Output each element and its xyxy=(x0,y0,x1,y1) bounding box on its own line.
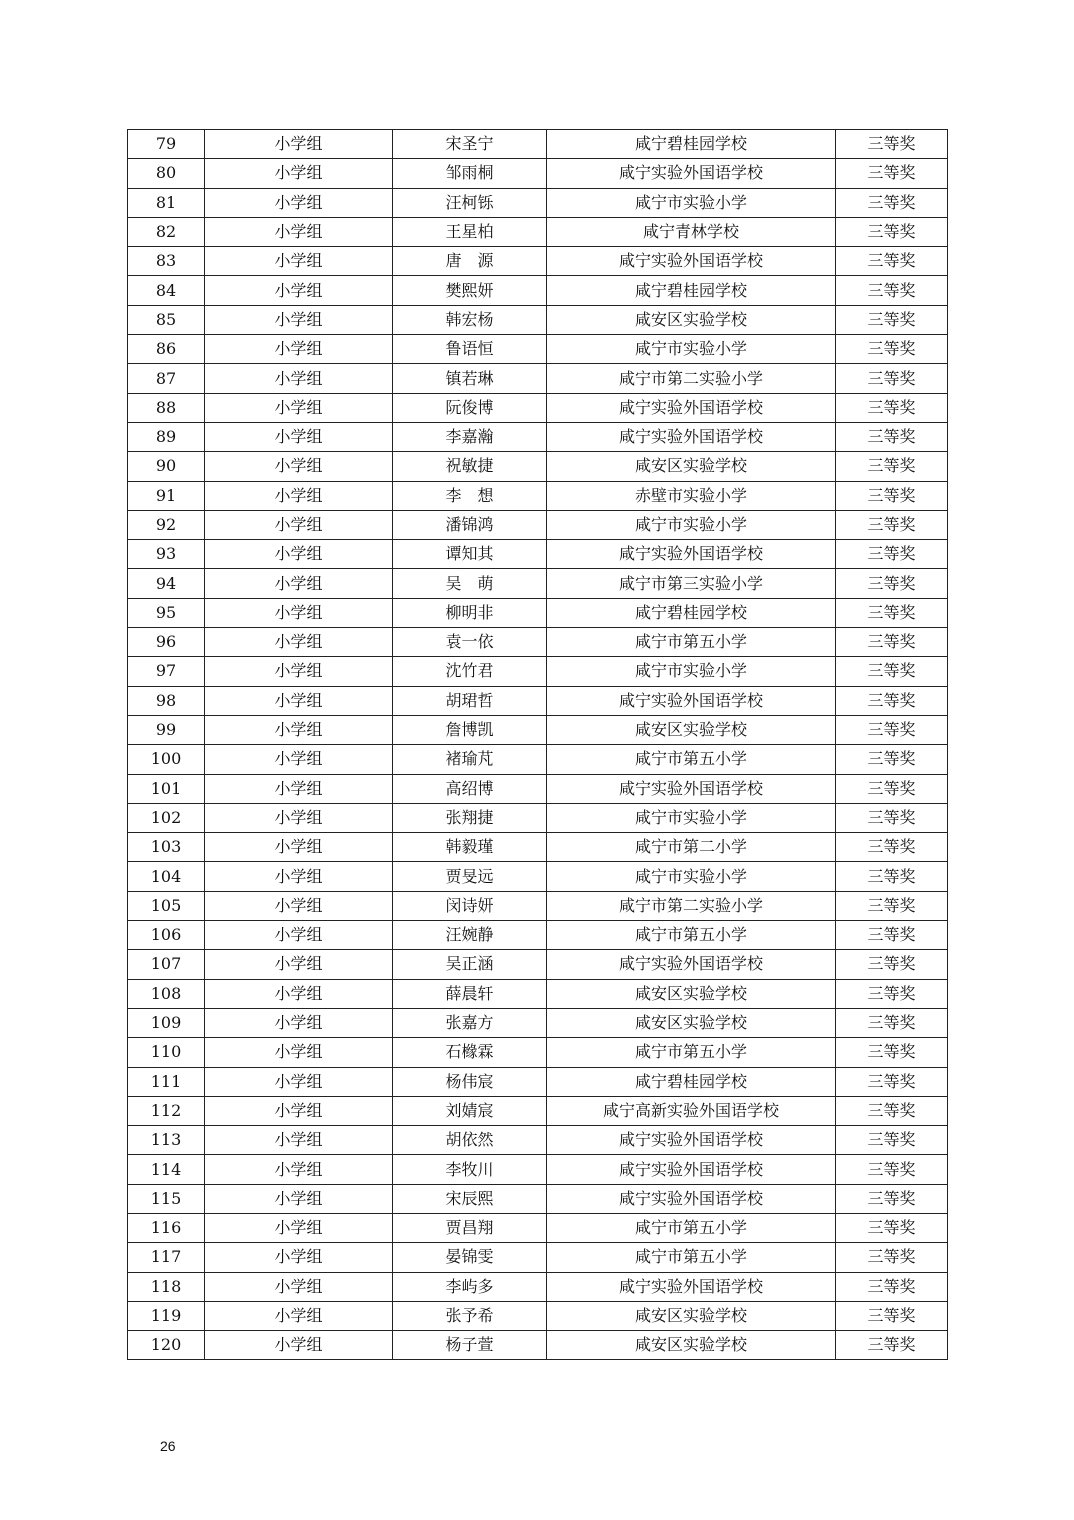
table-row xyxy=(128,247,948,276)
cell-name: 张嘉方 xyxy=(393,1008,547,1037)
cell-number: 109 xyxy=(128,1008,205,1037)
table-row xyxy=(128,803,948,832)
cell-number: 83 xyxy=(128,247,205,276)
cell-group: 小学组 xyxy=(205,159,393,188)
cell-award: 三等奖 xyxy=(836,1213,948,1242)
cell-name: 韩宏杨 xyxy=(393,305,547,334)
cell-school: 咸宁实验外国语学校 xyxy=(547,159,836,188)
cell-name: 谭知其 xyxy=(393,540,547,569)
cell-number: 108 xyxy=(128,979,205,1008)
table-row xyxy=(128,950,948,979)
cell-award: 三等奖 xyxy=(836,481,948,510)
table-row xyxy=(128,1067,948,1096)
cell-group: 小学组 xyxy=(205,774,393,803)
table-row xyxy=(128,891,948,920)
table-row xyxy=(128,393,948,422)
cell-school: 咸宁市第三实验小学 xyxy=(547,569,836,598)
table-row xyxy=(128,452,948,481)
cell-group: 小学组 xyxy=(205,1038,393,1067)
cell-name: 阮俊博 xyxy=(393,393,547,422)
cell-group: 小学组 xyxy=(205,1155,393,1184)
cell-name: 沈竹君 xyxy=(393,657,547,686)
table-row xyxy=(128,1038,948,1067)
cell-award: 三等奖 xyxy=(836,1067,948,1096)
cell-name: 胡依然 xyxy=(393,1126,547,1155)
cell-number: 111 xyxy=(128,1067,205,1096)
cell-school: 咸安区实验学校 xyxy=(547,305,836,334)
cell-school: 咸宁市第五小学 xyxy=(547,745,836,774)
cell-name: 薛晨轩 xyxy=(393,979,547,1008)
cell-group: 小学组 xyxy=(205,305,393,334)
cell-number: 80 xyxy=(128,159,205,188)
cell-group: 小学组 xyxy=(205,569,393,598)
table-row xyxy=(128,335,948,364)
cell-award: 三等奖 xyxy=(836,1272,948,1301)
cell-number: 100 xyxy=(128,745,205,774)
table-row xyxy=(128,862,948,891)
table-row xyxy=(128,217,948,246)
table-row xyxy=(128,1008,948,1037)
cell-group: 小学组 xyxy=(205,1272,393,1301)
cell-award: 三等奖 xyxy=(836,833,948,862)
cell-name: 柳明非 xyxy=(393,598,547,627)
cell-number: 115 xyxy=(128,1184,205,1213)
cell-name: 汪婉静 xyxy=(393,921,547,950)
cell-award: 三等奖 xyxy=(836,452,948,481)
cell-group: 小学组 xyxy=(205,1243,393,1272)
cell-name: 贾昌翔 xyxy=(393,1213,547,1242)
cell-school: 咸安区实验学校 xyxy=(547,452,836,481)
cell-group: 小学组 xyxy=(205,598,393,627)
cell-name: 潘锦鸿 xyxy=(393,510,547,539)
cell-number: 96 xyxy=(128,628,205,657)
cell-number: 79 xyxy=(128,130,205,159)
cell-school: 咸宁实验外国语学校 xyxy=(547,1184,836,1213)
cell-award: 三等奖 xyxy=(836,950,948,979)
table-row xyxy=(128,188,948,217)
cell-group: 小学组 xyxy=(205,921,393,950)
cell-school: 咸宁市实验小学 xyxy=(547,803,836,832)
cell-school: 咸宁高新实验外国语学校 xyxy=(547,1096,836,1125)
table-row xyxy=(128,510,948,539)
cell-group: 小学组 xyxy=(205,745,393,774)
cell-award: 三等奖 xyxy=(836,891,948,920)
cell-school: 咸安区实验学校 xyxy=(547,979,836,1008)
table-row xyxy=(128,921,948,950)
cell-name: 韩毅瑾 xyxy=(393,833,547,862)
table-row xyxy=(128,745,948,774)
cell-award: 三等奖 xyxy=(836,745,948,774)
cell-award: 三等奖 xyxy=(836,803,948,832)
cell-school: 咸宁市第二实验小学 xyxy=(547,364,836,393)
cell-number: 117 xyxy=(128,1243,205,1272)
cell-school: 咸宁市实验小学 xyxy=(547,335,836,364)
cell-name: 宋辰熙 xyxy=(393,1184,547,1213)
cell-school: 咸安区实验学校 xyxy=(547,1008,836,1037)
cell-name: 汪柯铄 xyxy=(393,188,547,217)
table-row xyxy=(128,540,948,569)
cell-group: 小学组 xyxy=(205,803,393,832)
cell-school: 咸宁实验外国语学校 xyxy=(547,540,836,569)
cell-school: 咸宁市第五小学 xyxy=(547,921,836,950)
cell-name: 胡珺哲 xyxy=(393,686,547,715)
cell-name: 晏锦雯 xyxy=(393,1243,547,1272)
cell-name: 袁一依 xyxy=(393,628,547,657)
cell-number: 112 xyxy=(128,1096,205,1125)
cell-school: 咸宁实验外国语学校 xyxy=(547,1272,836,1301)
cell-award: 三等奖 xyxy=(836,569,948,598)
cell-name: 宋圣宁 xyxy=(393,130,547,159)
cell-group: 小学组 xyxy=(205,1301,393,1330)
cell-award: 三等奖 xyxy=(836,979,948,1008)
cell-number: 110 xyxy=(128,1038,205,1067)
cell-group: 小学组 xyxy=(205,979,393,1008)
cell-school: 咸宁实验外国语学校 xyxy=(547,1155,836,1184)
cell-name: 石橼霖 xyxy=(393,1038,547,1067)
page-number: 26 xyxy=(160,1438,176,1454)
cell-group: 小学组 xyxy=(205,628,393,657)
cell-award: 三等奖 xyxy=(836,657,948,686)
table-row xyxy=(128,1272,948,1301)
cell-school: 咸宁市实验小学 xyxy=(547,510,836,539)
table-row xyxy=(128,276,948,305)
cell-school: 赤壁市实验小学 xyxy=(547,481,836,510)
cell-award: 三等奖 xyxy=(836,598,948,627)
cell-name: 杨伟宸 xyxy=(393,1067,547,1096)
cell-name: 王星柏 xyxy=(393,217,547,246)
table-row xyxy=(128,305,948,334)
cell-school: 咸宁碧桂园学校 xyxy=(547,276,836,305)
cell-group: 小学组 xyxy=(205,217,393,246)
cell-award: 三等奖 xyxy=(836,1096,948,1125)
cell-number: 93 xyxy=(128,540,205,569)
cell-name: 褚瑜芃 xyxy=(393,745,547,774)
table-row xyxy=(128,598,948,627)
cell-name: 李牧川 xyxy=(393,1155,547,1184)
cell-group: 小学组 xyxy=(205,540,393,569)
cell-group: 小学组 xyxy=(205,950,393,979)
cell-group: 小学组 xyxy=(205,686,393,715)
cell-number: 116 xyxy=(128,1213,205,1242)
table-row xyxy=(128,715,948,744)
cell-name: 镇若琳 xyxy=(393,364,547,393)
cell-group: 小学组 xyxy=(205,715,393,744)
cell-group: 小学组 xyxy=(205,1184,393,1213)
cell-school: 咸宁市实验小学 xyxy=(547,862,836,891)
cell-award: 三等奖 xyxy=(836,188,948,217)
cell-award: 三等奖 xyxy=(836,305,948,334)
cell-school: 咸宁实验外国语学校 xyxy=(547,774,836,803)
cell-award: 三等奖 xyxy=(836,1155,948,1184)
cell-number: 102 xyxy=(128,803,205,832)
cell-name: 杨子萱 xyxy=(393,1331,547,1360)
cell-group: 小学组 xyxy=(205,188,393,217)
cell-number: 119 xyxy=(128,1301,205,1330)
cell-award: 三等奖 xyxy=(836,1331,948,1360)
cell-group: 小学组 xyxy=(205,862,393,891)
cell-award: 三等奖 xyxy=(836,276,948,305)
cell-award: 三等奖 xyxy=(836,247,948,276)
table-row xyxy=(128,1243,948,1272)
cell-number: 89 xyxy=(128,422,205,451)
cell-number: 103 xyxy=(128,833,205,862)
cell-name: 邹雨桐 xyxy=(393,159,547,188)
cell-number: 104 xyxy=(128,862,205,891)
cell-award: 三等奖 xyxy=(836,628,948,657)
cell-group: 小学组 xyxy=(205,891,393,920)
cell-award: 三等奖 xyxy=(836,686,948,715)
cell-group: 小学组 xyxy=(205,1067,393,1096)
table-row xyxy=(128,1096,948,1125)
table-row xyxy=(128,657,948,686)
cell-award: 三等奖 xyxy=(836,422,948,451)
table-row xyxy=(128,1301,948,1330)
cell-name: 李嘉瀚 xyxy=(393,422,547,451)
cell-award: 三等奖 xyxy=(836,540,948,569)
cell-name: 祝敏捷 xyxy=(393,452,547,481)
cell-number: 86 xyxy=(128,335,205,364)
cell-number: 120 xyxy=(128,1331,205,1360)
cell-number: 92 xyxy=(128,510,205,539)
cell-group: 小学组 xyxy=(205,1126,393,1155)
cell-award: 三等奖 xyxy=(836,1038,948,1067)
cell-school: 咸宁市第二小学 xyxy=(547,833,836,862)
cell-award: 三等奖 xyxy=(836,1301,948,1330)
table-row xyxy=(128,1184,948,1213)
cell-school: 咸宁实验外国语学校 xyxy=(547,1126,836,1155)
cell-name: 吴 萌 xyxy=(393,569,547,598)
cell-award: 三等奖 xyxy=(836,1126,948,1155)
table-row xyxy=(128,1331,948,1360)
cell-award: 三等奖 xyxy=(836,1008,948,1037)
cell-number: 99 xyxy=(128,715,205,744)
cell-name: 詹博凯 xyxy=(393,715,547,744)
cell-school: 咸宁市第五小学 xyxy=(547,628,836,657)
cell-number: 101 xyxy=(128,774,205,803)
cell-school: 咸宁实验外国语学校 xyxy=(547,422,836,451)
cell-award: 三等奖 xyxy=(836,217,948,246)
cell-number: 113 xyxy=(128,1126,205,1155)
cell-number: 107 xyxy=(128,950,205,979)
cell-name: 鲁语恒 xyxy=(393,335,547,364)
cell-group: 小学组 xyxy=(205,364,393,393)
table-row xyxy=(128,1155,948,1184)
cell-name: 张翔捷 xyxy=(393,803,547,832)
cell-school: 咸安区实验学校 xyxy=(547,1301,836,1330)
cell-group: 小学组 xyxy=(205,1008,393,1037)
cell-number: 118 xyxy=(128,1272,205,1301)
cell-school: 咸宁市第五小学 xyxy=(547,1038,836,1067)
table-row xyxy=(128,1126,948,1155)
cell-group: 小学组 xyxy=(205,657,393,686)
cell-name: 刘婧宸 xyxy=(393,1096,547,1125)
cell-group: 小学组 xyxy=(205,1331,393,1360)
cell-number: 82 xyxy=(128,217,205,246)
cell-number: 91 xyxy=(128,481,205,510)
table-row xyxy=(128,686,948,715)
cell-school: 咸宁青林学校 xyxy=(547,217,836,246)
table-row xyxy=(128,422,948,451)
table-row xyxy=(128,774,948,803)
cell-number: 95 xyxy=(128,598,205,627)
cell-name: 樊熙妍 xyxy=(393,276,547,305)
cell-school: 咸宁碧桂园学校 xyxy=(547,1067,836,1096)
table-row xyxy=(128,979,948,1008)
cell-group: 小学组 xyxy=(205,481,393,510)
cell-school: 咸宁市实验小学 xyxy=(547,188,836,217)
table-row xyxy=(128,481,948,510)
cell-school: 咸宁市实验小学 xyxy=(547,657,836,686)
cell-number: 87 xyxy=(128,364,205,393)
cell-school: 咸安区实验学校 xyxy=(547,1331,836,1360)
cell-number: 90 xyxy=(128,452,205,481)
cell-school: 咸宁实验外国语学校 xyxy=(547,393,836,422)
table-row xyxy=(128,1213,948,1242)
cell-number: 106 xyxy=(128,921,205,950)
cell-school: 咸宁市第二实验小学 xyxy=(547,891,836,920)
cell-name: 高绍博 xyxy=(393,774,547,803)
cell-number: 98 xyxy=(128,686,205,715)
cell-group: 小学组 xyxy=(205,422,393,451)
cell-group: 小学组 xyxy=(205,833,393,862)
cell-school: 咸宁碧桂园学校 xyxy=(547,598,836,627)
cell-award: 三等奖 xyxy=(836,510,948,539)
cell-name: 闵诗妍 xyxy=(393,891,547,920)
table-row xyxy=(128,628,948,657)
cell-number: 114 xyxy=(128,1155,205,1184)
cell-number: 94 xyxy=(128,569,205,598)
cell-award: 三等奖 xyxy=(836,862,948,891)
cell-number: 81 xyxy=(128,188,205,217)
cell-name: 李屿多 xyxy=(393,1272,547,1301)
cell-group: 小学组 xyxy=(205,335,393,364)
cell-award: 三等奖 xyxy=(836,393,948,422)
cell-group: 小学组 xyxy=(205,130,393,159)
cell-school: 咸宁市第五小学 xyxy=(547,1243,836,1272)
cell-award: 三等奖 xyxy=(836,1184,948,1213)
awards-table-body xyxy=(128,130,948,1360)
cell-award: 三等奖 xyxy=(836,364,948,393)
cell-number: 88 xyxy=(128,393,205,422)
cell-number: 97 xyxy=(128,657,205,686)
cell-name: 贾旻远 xyxy=(393,862,547,891)
table-row xyxy=(128,130,948,159)
table-row xyxy=(128,159,948,188)
cell-school: 咸宁碧桂园学校 xyxy=(547,130,836,159)
cell-group: 小学组 xyxy=(205,247,393,276)
cell-school: 咸宁实验外国语学校 xyxy=(547,247,836,276)
cell-group: 小学组 xyxy=(205,393,393,422)
awards-table xyxy=(127,129,948,1360)
cell-award: 三等奖 xyxy=(836,715,948,744)
cell-name: 李 想 xyxy=(393,481,547,510)
table-row xyxy=(128,364,948,393)
cell-name: 唐 源 xyxy=(393,247,547,276)
cell-group: 小学组 xyxy=(205,452,393,481)
cell-award: 三等奖 xyxy=(836,921,948,950)
cell-school: 咸宁实验外国语学校 xyxy=(547,686,836,715)
cell-number: 105 xyxy=(128,891,205,920)
cell-name: 吴正涵 xyxy=(393,950,547,979)
cell-name: 张予希 xyxy=(393,1301,547,1330)
cell-award: 三等奖 xyxy=(836,159,948,188)
table-row xyxy=(128,569,948,598)
cell-award: 三等奖 xyxy=(836,1243,948,1272)
cell-number: 85 xyxy=(128,305,205,334)
cell-award: 三等奖 xyxy=(836,130,948,159)
cell-school: 咸宁市第五小学 xyxy=(547,1213,836,1242)
cell-group: 小学组 xyxy=(205,1213,393,1242)
cell-number: 84 xyxy=(128,276,205,305)
cell-group: 小学组 xyxy=(205,276,393,305)
cell-group: 小学组 xyxy=(205,510,393,539)
cell-school: 咸宁实验外国语学校 xyxy=(547,950,836,979)
cell-award: 三等奖 xyxy=(836,774,948,803)
cell-school: 咸安区实验学校 xyxy=(547,715,836,744)
table-row xyxy=(128,833,948,862)
cell-award: 三等奖 xyxy=(836,335,948,364)
cell-group: 小学组 xyxy=(205,1096,393,1125)
